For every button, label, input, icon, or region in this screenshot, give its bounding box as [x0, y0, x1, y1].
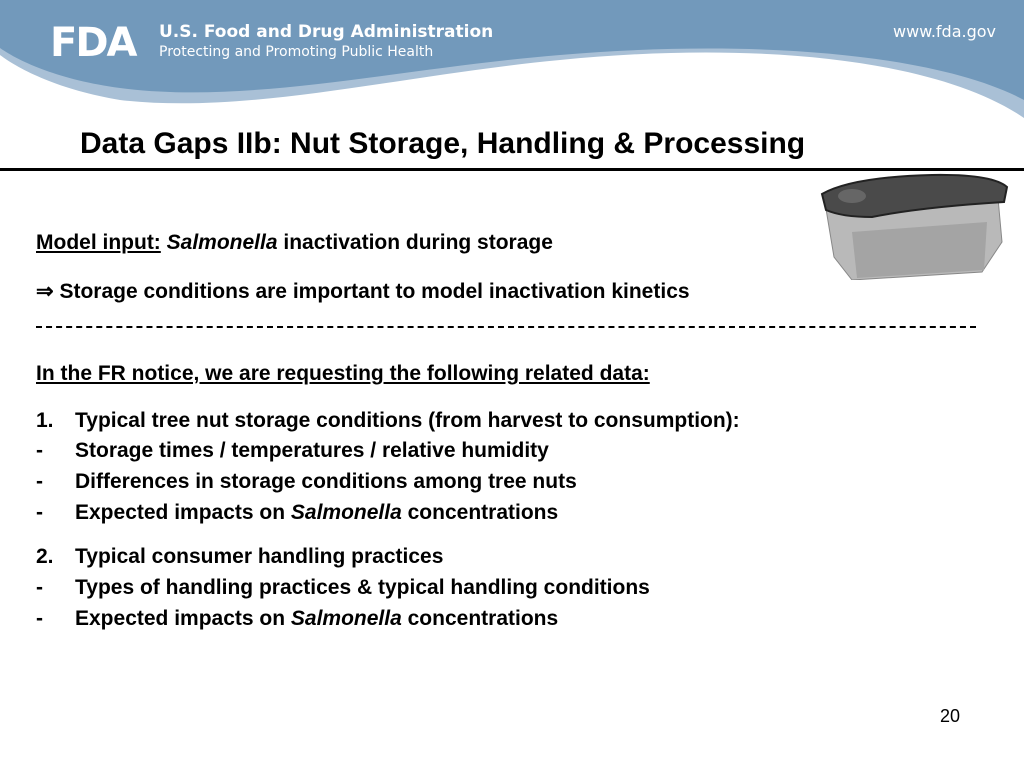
- fda-logo: FDA: [50, 20, 136, 66]
- sub-text: concentrations: [401, 607, 559, 630]
- model-input-label: Model input:: [36, 231, 161, 254]
- sub-text: Expected impacts on: [75, 501, 291, 524]
- sub-text: Expected impacts on: [75, 607, 291, 630]
- storage-bin-image: [812, 172, 1012, 280]
- implication-line: [36, 279, 690, 304]
- title-rule: [0, 168, 1024, 171]
- header-banner: [0, 0, 1024, 120]
- request-heading: In the FR notice, we are requesting the following related data:: [36, 362, 650, 385]
- item-number: 1.: [36, 409, 54, 432]
- agency-tagline: Protecting and Promoting Public Health: [159, 44, 434, 60]
- page-number: 20: [940, 706, 961, 726]
- implies-arrow-icon: ⇒: [36, 280, 54, 303]
- header-wave: [0, 0, 1024, 120]
- dashed-divider: [36, 326, 976, 328]
- bullet-dash: -: [36, 501, 43, 524]
- bullet-dash: -: [36, 576, 43, 599]
- agency-title: U.S. Food and Drug Administration: [159, 22, 494, 42]
- organism: Salmonella: [290, 607, 402, 630]
- sub-item: [75, 501, 558, 525]
- bullet-dash: -: [36, 607, 43, 630]
- implication-text: Storage conditions are important to model inactivation kinetics: [53, 280, 690, 303]
- item-number: 2.: [36, 545, 54, 568]
- model-input-text: inactivation during storage: [277, 231, 553, 254]
- sub-item: Types of handling practices & typical handling conditions: [75, 576, 650, 599]
- sub-text: concentrations: [401, 501, 559, 524]
- sub-item: [75, 607, 558, 631]
- bullet-dash: -: [36, 439, 43, 462]
- sub-item: Differences in storage conditions among tree nuts: [75, 470, 577, 493]
- sub-item: Storage times / temperatures / relative humidity: [75, 439, 549, 462]
- agency-name: [159, 22, 493, 60]
- website-link[interactable]: www.fda.gov: [893, 22, 996, 41]
- item-text: Typical consumer handling practices: [75, 545, 444, 568]
- organism: Salmonella: [166, 231, 278, 254]
- organism: Salmonella: [290, 501, 402, 524]
- item-text: Typical tree nut storage conditions (from harvest to consumption):: [75, 409, 740, 432]
- bullet-dash: -: [36, 470, 43, 493]
- model-input-line: [36, 231, 553, 255]
- slide-title: Data Gaps IIb: Nut Storage, Handling & Processing: [80, 127, 806, 160]
